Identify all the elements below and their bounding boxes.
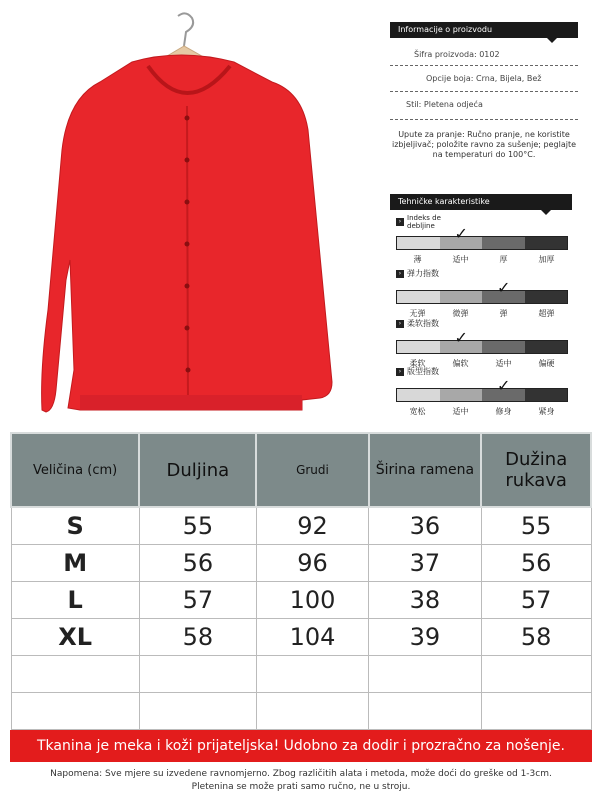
header-length: Duljina <box>139 433 256 507</box>
scale-bar <box>396 236 568 250</box>
scale-title: › Indeks de debljine <box>396 214 443 230</box>
scale-label: 适中 <box>495 359 512 368</box>
scale-label: 薄 <box>413 255 422 264</box>
scale-label: 柔软 <box>409 359 426 368</box>
product-info-panel <box>390 22 578 160</box>
chevron-right-icon: › <box>396 218 404 226</box>
check-icon: ✓ <box>497 278 511 297</box>
chevron-right-icon: › <box>396 270 404 278</box>
scale-title: › 弹力指数 <box>396 268 439 279</box>
scale-label: 超弹 <box>538 309 555 318</box>
scale-bar <box>396 388 568 402</box>
measure-cell: 37 <box>369 545 482 582</box>
table-row <box>11 693 591 730</box>
measure-cell: 55 <box>139 507 256 545</box>
scale-labels <box>396 406 568 417</box>
header-size: Veličina (cm) <box>11 433 139 507</box>
measure-cell <box>256 693 368 730</box>
scale-label: 适中 <box>452 255 469 264</box>
scale-title: › 柔软指数 <box>396 318 439 329</box>
size-table-header <box>11 433 591 507</box>
chevron-right-icon: › <box>396 368 404 376</box>
scale-bar <box>396 340 568 354</box>
measure-cell <box>481 693 591 730</box>
measure-cell: 58 <box>139 619 256 656</box>
chevron-right-icon: › <box>396 320 404 328</box>
measure-cell: 38 <box>369 582 482 619</box>
fabric-banner: Tkanina je meka i koži prijateljska! Udobno za dodir i prozračno za nošenje. <box>10 730 592 762</box>
scale-label: 偏软 <box>452 359 469 368</box>
scale-title: › 版型指数 <box>396 366 439 377</box>
header-chest: Grudi <box>256 433 368 507</box>
product-info-title: Informacije o proizvodu <box>390 22 578 38</box>
scale-bar <box>396 290 568 304</box>
table-row <box>11 619 591 656</box>
measure-cell: 55 <box>481 507 591 545</box>
size-cell <box>11 656 139 693</box>
check-icon: ✓ <box>454 328 468 347</box>
scale-label: 修身 <box>495 407 512 416</box>
measure-cell: 56 <box>481 545 591 582</box>
size-cell: S <box>11 507 139 545</box>
check-icon: ✓ <box>454 224 468 243</box>
size-cell <box>11 693 139 730</box>
scale-label: 微弹 <box>452 309 469 318</box>
scale-labels <box>396 254 568 265</box>
tech-panel <box>390 194 572 210</box>
header-sleeve: Dužina rukava <box>481 433 591 507</box>
color-options: Opcije boja: Crna, Bijela, Bež <box>426 74 542 83</box>
scale-label: 偏硬 <box>538 359 555 368</box>
footnote <box>10 768 592 794</box>
scale-label: 厚 <box>499 255 508 264</box>
scale-label: 无弹 <box>409 309 426 318</box>
check-icon: ✓ <box>497 376 511 395</box>
care-instructions: Upute za pranje: Ručno pranje, ne koristite izbjeljivač; položite ravno za sušenje; peglajte na temperaturi do 100°C. <box>391 130 577 159</box>
measure-cell <box>369 693 482 730</box>
measure-cell: 92 <box>256 507 368 545</box>
product-code: Šifra proizvoda: 0102 <box>414 50 500 59</box>
measure-cell: 57 <box>139 582 256 619</box>
measure-cell: 100 <box>256 582 368 619</box>
size-cell: M <box>11 545 139 582</box>
measure-cell <box>139 693 256 730</box>
measure-cell: 104 <box>256 619 368 656</box>
measure-cell: 36 <box>369 507 482 545</box>
scale-label: 加厚 <box>538 255 555 264</box>
measure-cell <box>481 656 591 693</box>
tech-title: Tehničke karakteristike <box>390 194 572 210</box>
measure-cell <box>256 656 368 693</box>
measure-cell <box>369 656 482 693</box>
measure-cell <box>139 656 256 693</box>
footnote-line-2: Pletenina se može prati samo ručno, ne u stroju. <box>191 782 411 792</box>
scale-label: 宽松 <box>409 407 426 416</box>
size-table <box>10 432 592 730</box>
size-cell: L <box>11 582 139 619</box>
measure-cell: 57 <box>481 582 591 619</box>
measure-cell: 39 <box>369 619 482 656</box>
table-row <box>11 656 591 693</box>
table-row <box>11 545 591 582</box>
footnote-line-1: Napomena: Sve mjere su izvedene ravnomjerno. Zbog različitih alata i metoda, može doći do greške od 1-3cm. <box>50 769 552 779</box>
measure-cell: 56 <box>139 545 256 582</box>
table-row <box>11 507 591 545</box>
scale-label: 紧身 <box>538 407 555 416</box>
measure-cell: 58 <box>481 619 591 656</box>
scale-label: 弹 <box>499 309 508 318</box>
size-cell: XL <box>11 619 139 656</box>
scale-label: 适中 <box>452 407 469 416</box>
header-shoulder: Širina ramena <box>369 433 482 507</box>
measure-cell: 96 <box>256 545 368 582</box>
table-row <box>11 582 591 619</box>
style-info: Stil: Pletena odjeća <box>406 100 483 109</box>
product-image-red-cardigan <box>40 10 360 425</box>
